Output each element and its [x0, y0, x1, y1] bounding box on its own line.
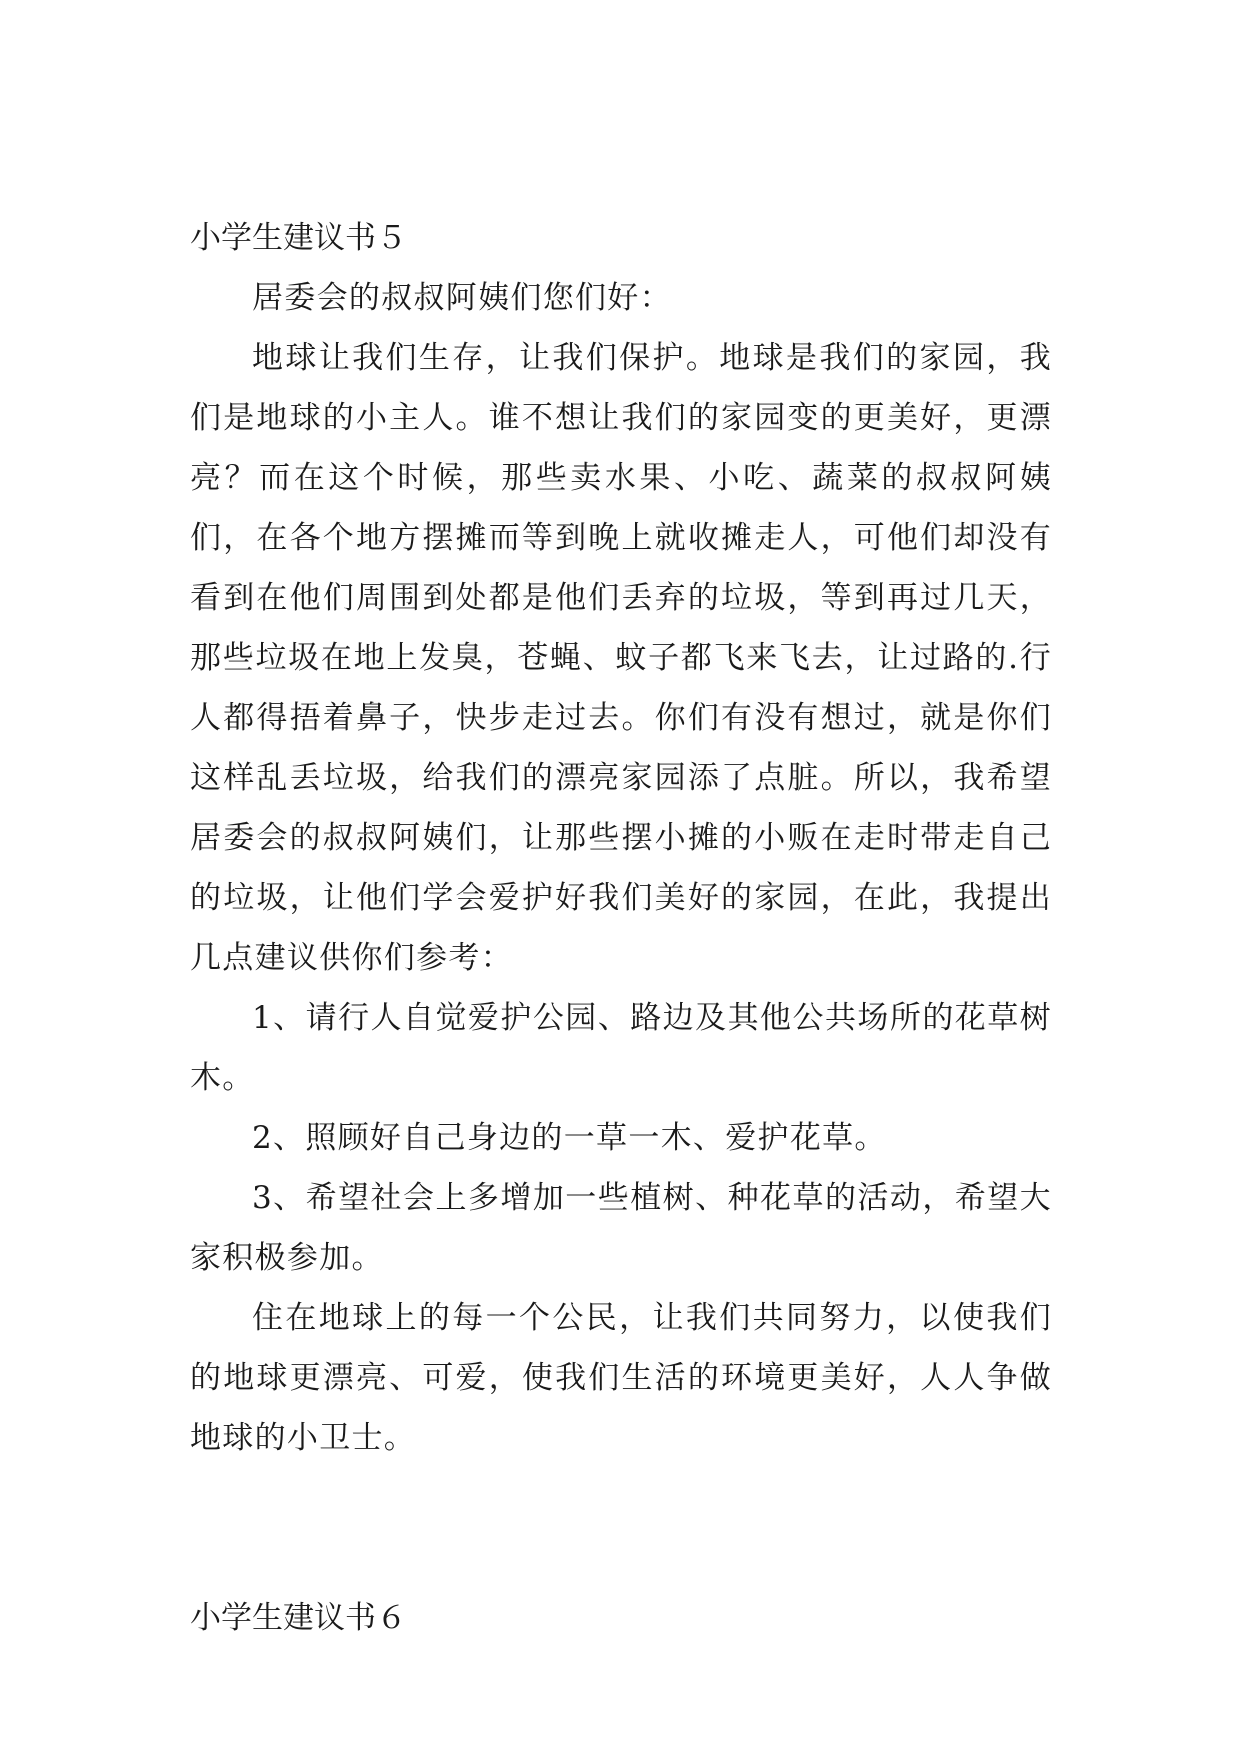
- suggestion-2-paragraph: 2、照顾好自己身边的一草一木、爱护花草。: [252, 1120, 887, 1156]
- suggestion-3-paragraph: 3、希望社会上多增加一些植树、种花草的活动，希望大家积极参加。: [190, 1180, 1052, 1276]
- document-body: [190, 208, 1052, 1648]
- section-5-title: 小学生建议书５: [190, 220, 407, 256]
- body-paragraph: 地球让我们生存，让我们保护。地球是我们的家园，我们是地球的小主人。谁不想让我们的家园变的更美好，更漂亮？而在这个时候，那些卖水果、小吃、蔬菜的叔叔阿姨们，在各个地方摆摊而等到晚上就收摊走人，可他们却没有看到在他们周围到处都是他们丢弃的垃圾，等到再过几天，那些垃圾在地上发臭，苍蝇、蚊子都飞来飞去，让过路的.行人都得捂着鼻子，快步走过去。你们有没有想过，就是你们这样乱丢垃圾，给我们的漂亮家园添了点脏。所以，我希望居委会的叔叔阿姨们，让那些摆小摊的小贩在走时带走自己的垃圾，让他们学会爱护好我们美好的家园，在此，我提出几点建议供你们参考：: [190, 340, 1052, 976]
- section-gap: [190, 1468, 1052, 1588]
- greeting-paragraph: 居委会的叔叔阿姨们您们好：: [252, 280, 672, 316]
- suggestion-1-paragraph: 1、请行人自觉爱护公园、路边及其他公共场所的花草树木。: [190, 1000, 1052, 1096]
- closing-paragraph: 住在地球上的每一个公民，让我们共同努力，以使我们的地球更漂亮、可爱，使我们生活的环境更美好，人人争做地球的小卫士。: [190, 1300, 1052, 1456]
- section-6-title: 小学生建议书６: [190, 1600, 407, 1636]
